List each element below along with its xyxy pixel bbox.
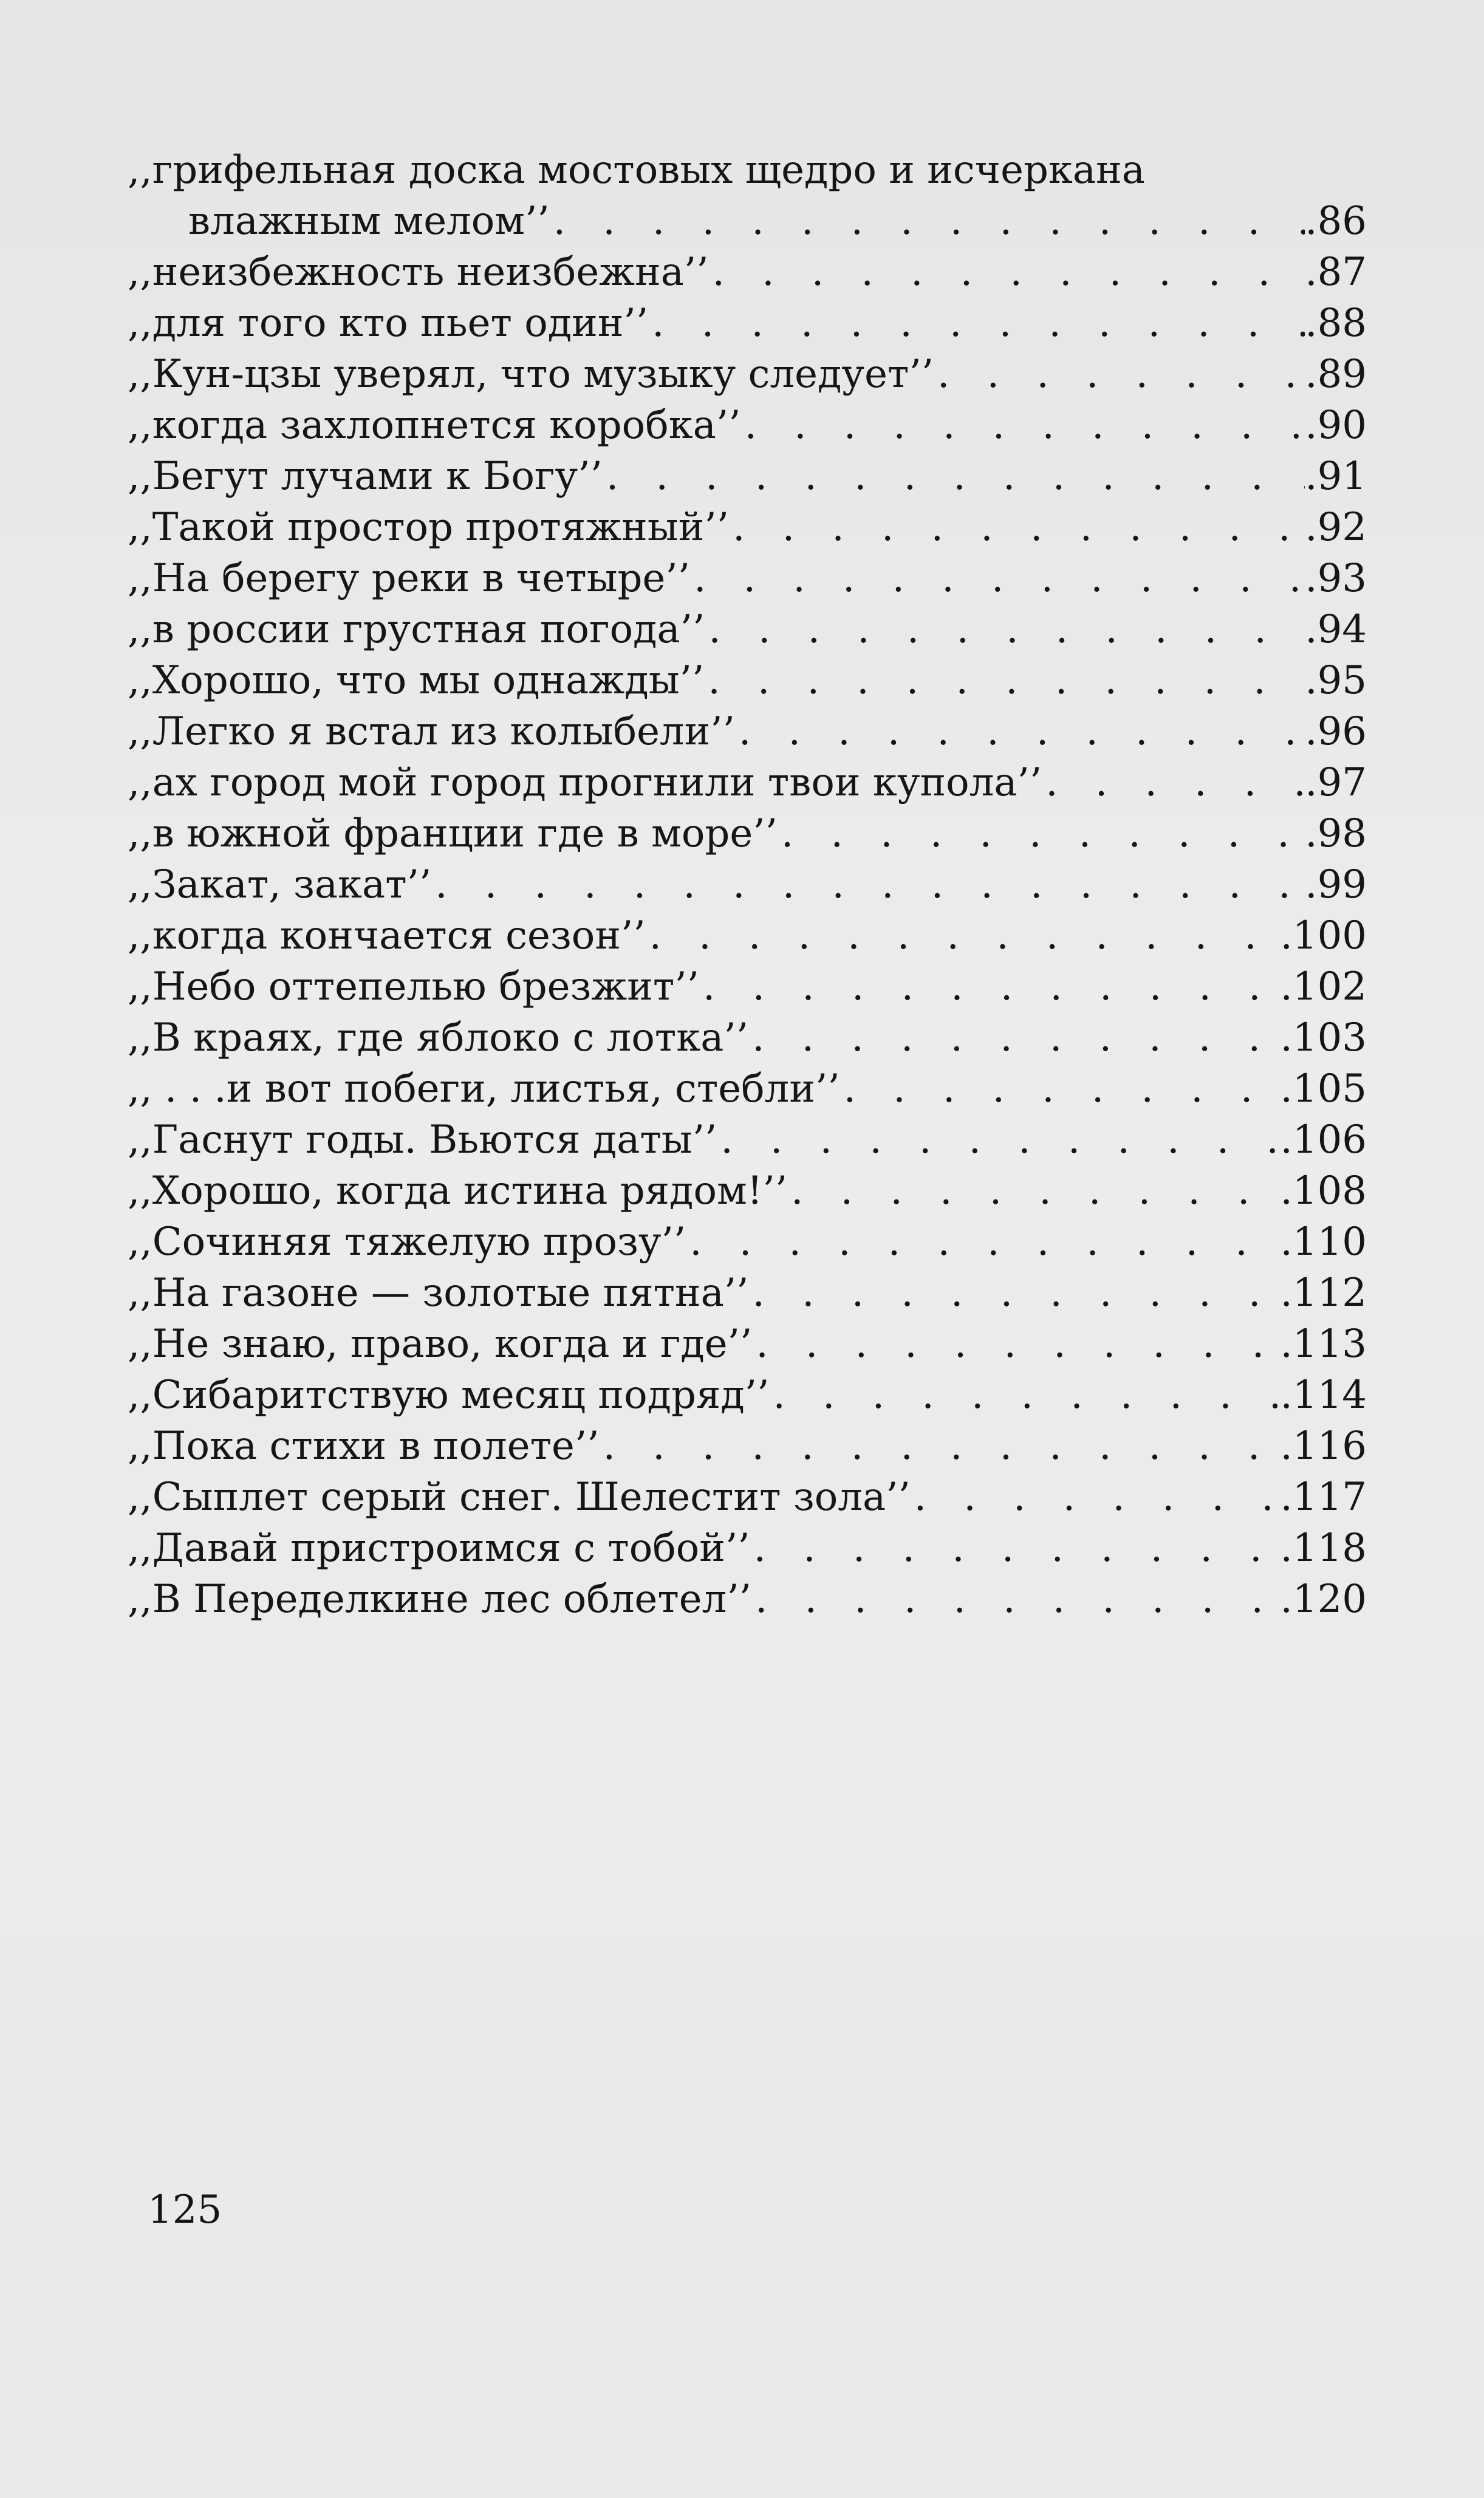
entry-page-number: .87 bbox=[1305, 250, 1367, 295]
entry-page-number: .108 bbox=[1280, 1168, 1367, 1213]
entry-page-number: .91 bbox=[1305, 454, 1367, 499]
toc-entry bbox=[128, 1523, 1367, 1574]
toc-entry bbox=[128, 706, 1367, 757]
entry-page-number: .105 bbox=[1280, 1066, 1367, 1111]
dot-leader bbox=[699, 961, 1281, 1012]
toc-entry bbox=[128, 655, 1367, 706]
entry-page-number: .106 bbox=[1280, 1117, 1367, 1162]
toc-entry-first-line bbox=[128, 145, 1367, 196]
entry-page-number: .86 bbox=[1305, 199, 1367, 244]
toc-entry bbox=[128, 910, 1367, 961]
entry-title: ,,Легко я встал из колыбели’’ bbox=[128, 709, 735, 754]
entry-page-number: .98 bbox=[1305, 811, 1367, 856]
entry-page-number: .96 bbox=[1305, 709, 1367, 754]
entry-title: ,,Не знаю, право, когда и где’’ bbox=[128, 1322, 753, 1367]
toc-entry bbox=[128, 196, 1367, 247]
toc-entry bbox=[128, 247, 1367, 298]
toc-entry bbox=[128, 961, 1367, 1012]
toc-entry bbox=[128, 1421, 1367, 1472]
entry-page-number: .116 bbox=[1280, 1424, 1367, 1469]
toc-entry bbox=[128, 1165, 1367, 1216]
dot-leader bbox=[934, 349, 1305, 400]
dot-leader bbox=[741, 400, 1305, 451]
dot-leader bbox=[603, 451, 1305, 502]
dot-leader bbox=[600, 1421, 1281, 1472]
entry-page-number: .117 bbox=[1280, 1475, 1367, 1520]
toc-entry bbox=[128, 451, 1367, 502]
entry-page-number: .120 bbox=[1280, 1577, 1367, 1622]
entry-title: ,,Сибаритствую месяц подряд’’ bbox=[128, 1373, 770, 1418]
entry-title: ,,Хорошо, что мы однажды’’ bbox=[128, 658, 705, 703]
table-of-contents bbox=[128, 145, 1367, 1625]
toc-entry bbox=[128, 1114, 1367, 1165]
entry-title: ,,Давай пристроимся с тобой’’ bbox=[128, 1526, 750, 1571]
entry-title: ,,в южной франции где в море’’ bbox=[128, 811, 778, 856]
entry-page-number: .97 bbox=[1305, 760, 1367, 805]
entry-page-number: .95 bbox=[1305, 658, 1367, 703]
entry-title: влажным мелом’’ bbox=[188, 199, 550, 244]
dot-leader bbox=[690, 553, 1305, 604]
entry-title: ,,Небо оттепелью брезжит’’ bbox=[128, 964, 699, 1009]
entry-title: ,,Гаснут годы. Вьются даты’’ bbox=[128, 1117, 717, 1162]
entry-title: ,,В Переделкине лес облетел’’ bbox=[128, 1577, 751, 1622]
entry-title: ,,Пока стихи в полете’’ bbox=[128, 1424, 600, 1469]
entry-page-number: .89 bbox=[1305, 352, 1367, 397]
dot-leader bbox=[709, 247, 1305, 298]
toc-entry bbox=[128, 1472, 1367, 1523]
entry-page-number: .110 bbox=[1280, 1220, 1367, 1264]
toc-entry bbox=[128, 1319, 1367, 1370]
dot-leader bbox=[750, 1523, 1281, 1574]
entry-page-number: .94 bbox=[1305, 607, 1367, 652]
entry-title: ,,ах город мой город прогнили твои купола’’ bbox=[128, 760, 1042, 805]
toc-entry bbox=[128, 298, 1367, 349]
entry-page-number: .102 bbox=[1280, 964, 1367, 1009]
entry-title: ,,грифельная доска мостовых щедро и исчеркана bbox=[128, 148, 1145, 193]
entry-title: ,,когда кончается сезон’’ bbox=[128, 913, 646, 958]
dot-leader bbox=[787, 1165, 1280, 1216]
dot-leader bbox=[778, 808, 1305, 859]
toc-entry bbox=[128, 1370, 1367, 1421]
dot-leader bbox=[729, 502, 1305, 553]
entry-title: ,,Кун-цзы уверял, что музыку следует’’ bbox=[128, 352, 934, 397]
toc-entry bbox=[128, 349, 1367, 400]
dot-leader bbox=[748, 1268, 1280, 1319]
dot-leader bbox=[748, 1012, 1280, 1063]
entry-title: ,, . . .и вот побеги, листья, стебли’’ bbox=[128, 1066, 840, 1111]
entry-page-number: .114 bbox=[1280, 1373, 1367, 1418]
entry-title: ,,Сыплет серый снег. Шелестит зола’’ bbox=[128, 1475, 911, 1520]
toc-entry bbox=[128, 1012, 1367, 1063]
entry-page-number: .118 bbox=[1280, 1526, 1367, 1571]
entry-title: ,,Сочиняя тяжелую прозу’’ bbox=[128, 1220, 686, 1264]
dot-leader bbox=[705, 604, 1305, 655]
entry-title: ,,Такой простор протяжный’’ bbox=[128, 505, 730, 550]
dot-leader bbox=[646, 910, 1281, 961]
dot-leader bbox=[1042, 757, 1305, 808]
toc-entry bbox=[128, 553, 1367, 604]
entry-page-number: .88 bbox=[1305, 301, 1367, 346]
entry-title: ,,Хорошо, когда истина рядом!’’ bbox=[128, 1168, 788, 1213]
entry-title: ,,в россии грустная погода’’ bbox=[128, 607, 705, 652]
dot-leader bbox=[911, 1472, 1281, 1523]
toc-entry bbox=[128, 400, 1367, 451]
dot-leader bbox=[431, 859, 1305, 910]
entry-page-number: .90 bbox=[1305, 403, 1367, 448]
dot-leader bbox=[550, 196, 1305, 247]
entry-title: ,,Закат, закат’’ bbox=[128, 862, 432, 907]
entry-page-number: .112 bbox=[1280, 1271, 1367, 1316]
toc-entry bbox=[128, 859, 1367, 910]
entry-page-number: .93 bbox=[1305, 556, 1367, 601]
entry-title: ,,В краях, где яблоко с лотка’’ bbox=[128, 1015, 749, 1060]
entry-page-number: .113 bbox=[1280, 1322, 1367, 1367]
entry-title: ,,Бегут лучами к Богу’’ bbox=[128, 454, 603, 499]
dot-leader bbox=[751, 1574, 1281, 1625]
dot-leader bbox=[735, 706, 1305, 757]
dot-leader bbox=[840, 1063, 1281, 1114]
entry-page-number: .99 bbox=[1305, 862, 1367, 907]
toc-entry bbox=[128, 1574, 1367, 1625]
toc-entry bbox=[128, 1063, 1367, 1114]
dot-leader bbox=[769, 1370, 1280, 1421]
entry-title: ,,На газоне — золотые пятна’’ bbox=[128, 1271, 749, 1316]
entry-page-number: .100 bbox=[1280, 913, 1367, 958]
entry-page-number: .103 bbox=[1280, 1015, 1367, 1060]
toc-entry bbox=[128, 757, 1367, 808]
entry-title: ,,когда захлопнется коробка’’ bbox=[128, 403, 741, 448]
entry-title: ,,На берегу реки в четыре’’ bbox=[128, 556, 691, 601]
toc-entry bbox=[128, 1268, 1367, 1319]
toc-entry bbox=[128, 502, 1367, 553]
entry-title: ,,неизбежность неизбежна’’ bbox=[128, 250, 709, 295]
dot-leader bbox=[717, 1114, 1280, 1165]
toc-entry bbox=[128, 604, 1367, 655]
page-number: 125 bbox=[148, 2187, 222, 2232]
entry-title: ,,для того кто пьет один’’ bbox=[128, 301, 649, 346]
toc-entry bbox=[128, 808, 1367, 859]
toc-entry bbox=[128, 1216, 1367, 1268]
dot-leader bbox=[686, 1216, 1280, 1268]
dot-leader bbox=[704, 655, 1305, 706]
entry-page-number: .92 bbox=[1305, 505, 1367, 550]
dot-leader bbox=[648, 298, 1305, 349]
dot-leader bbox=[752, 1319, 1280, 1370]
toc-list bbox=[128, 247, 1367, 1625]
